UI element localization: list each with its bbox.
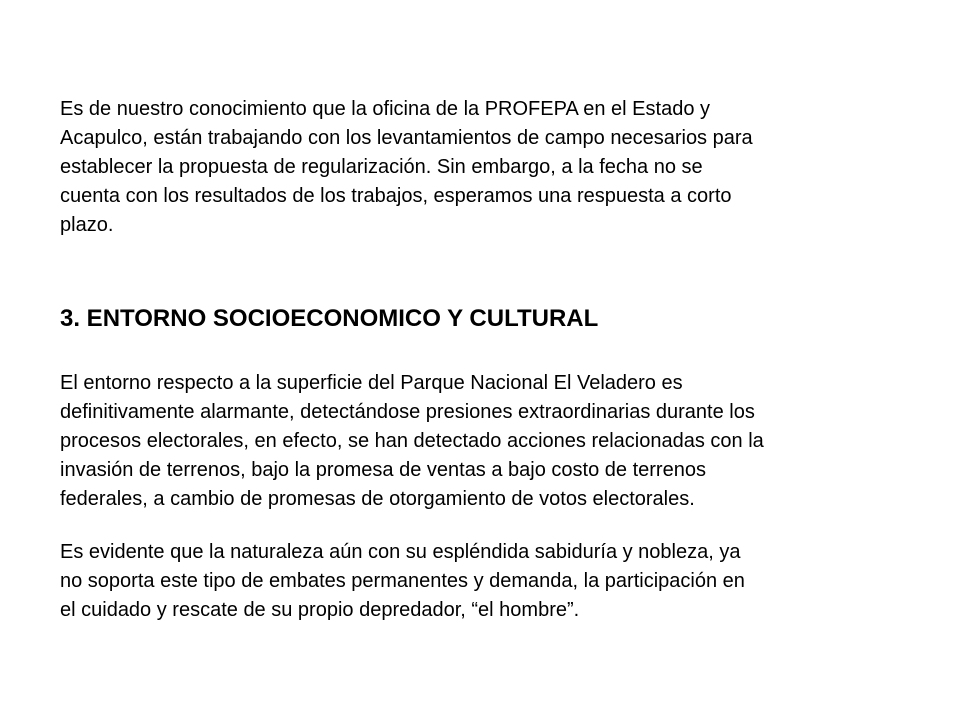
section-paragraph-2 <box>60 538 906 625</box>
paragraph2-line-2: no soporta este tipo de embates permanentes y demanda, la participación en <box>60 570 745 592</box>
paragraph2-line-1: Es evidente que la naturaleza aún con su espléndida sabiduría y nobleza, ya <box>60 541 741 563</box>
section-paragraph-1 <box>60 369 906 514</box>
intro-line-3: establecer la propuesta de regularización. Sin embargo, a la fecha no se <box>60 156 703 178</box>
paragraph1-line-5: federales, a cambio de promesas de otorgamiento de votos electorales. <box>60 488 695 510</box>
intro-line-4: cuenta con los resultados de los trabajos, esperamos una respuesta a corto <box>60 185 732 207</box>
paragraph1-line-3: procesos electorales, en efecto, se han detectado acciones relacionadas con la <box>60 430 764 452</box>
paragraph1-line-1: El entorno respecto a la superficie del Parque Nacional El Veladero es <box>60 372 683 394</box>
paragraph1-line-4: invasión de terrenos, bajo la promesa de ventas a bajo costo de terrenos <box>60 459 706 481</box>
intro-line-5: plazo. <box>60 214 114 236</box>
intro-line-1: Es de nuestro conocimiento que la oficina de la PROFEPA en el Estado y <box>60 98 710 120</box>
paragraph1-line-2: definitivamente alarmante, detectándose presiones extraordinarias durante los <box>60 401 755 423</box>
section-heading: 3. ENTORNO SOCIOECONOMICO Y CULTURAL <box>60 305 599 332</box>
paragraph2-line-3: el cuidado y rescate de su propio depredador, “el hombre”. <box>60 599 580 621</box>
intro-paragraph <box>60 95 906 240</box>
intro-line-2: Acapulco, están trabajando con los levantamientos de campo necesarios para <box>60 127 753 149</box>
